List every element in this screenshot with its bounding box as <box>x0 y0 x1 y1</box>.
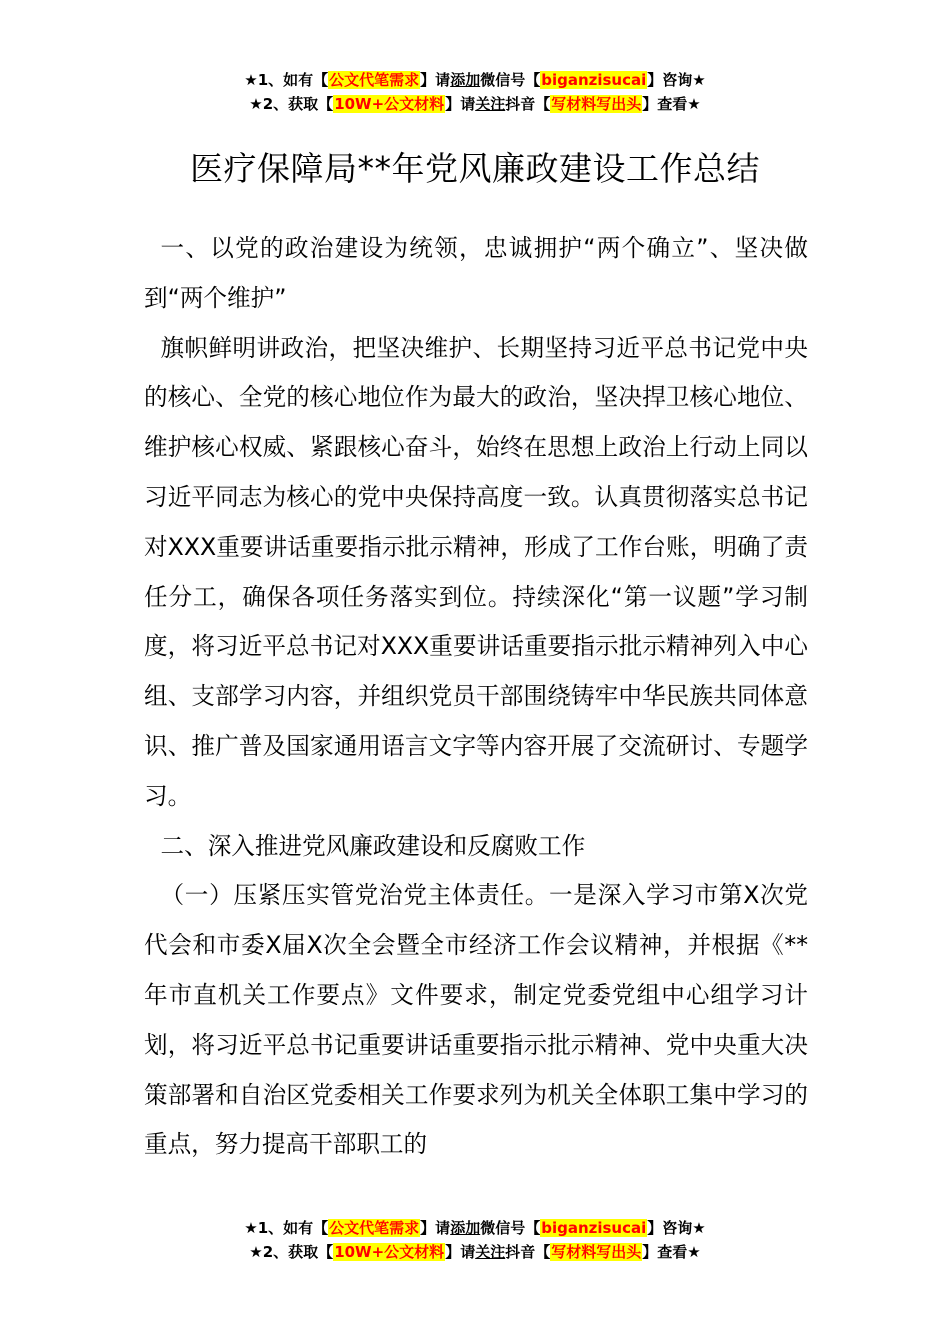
document-body <box>144 224 808 1170</box>
promo-line-1-bottom: ★1、如有【公文代笔需求】请添加微信号【biganzisucai】咨询★ <box>244 1219 706 1237</box>
section-heading-2: 二、深入推进党风廉政建设和反腐败工作 <box>160 831 586 860</box>
promo-highlight-materials: 10W+公文材料 <box>334 95 445 113</box>
top-promo-banner <box>0 68 950 116</box>
promo-line-2: ★2、获取【10W+公文材料】请关注抖音【写材料写出头】查看★ <box>249 95 701 113</box>
section-heading-1: 一、以党的政治建设为统领，忠诚拥护“两个确立”、坚决做到“两个维护” <box>144 234 808 312</box>
promo-highlight-materials-bottom: 10W+公文材料 <box>334 1243 445 1261</box>
bottom-promo-banner <box>0 1216 950 1264</box>
promo-highlight-service: 公文代笔需求 <box>329 71 420 89</box>
body-paragraph-2: （一）压紧压实管党治党主体责任。一是深入学习市第X次党代会和市委X届X次全会暨全市经济工作会议精神，并根据《**年市直机关工作要点》文件要求，制定党委党组中心组学习计划，将习近平总书记重要讲话重要指示批示精神、党中央重大决策部署和自治区党委相关工作要求列为机关全体职工集中学习的重点，努力提高干部职工的 <box>144 881 808 1159</box>
document-title: 医疗保障局**年党风廉政建设工作总结 <box>190 149 760 189</box>
promo-highlight-douyin-bottom: 写材料写出头 <box>551 1243 642 1261</box>
promo-highlight-wechat-bottom: biganzisucai <box>541 1219 647 1237</box>
promo-highlight-douyin: 写材料写出头 <box>551 95 642 113</box>
promo-highlight-wechat: biganzisucai <box>541 71 647 89</box>
body-paragraph-1: 旗帜鲜明讲政治，把坚决维护、长期坚持习近平总书记党中央的核心、全党的核心地位作为最大的政治，坚决捍卫核心地位、维护核心权威、紧跟核心奋斗，始终在思想上政治上行动上同以习近平同志为核心的党中央保持高度一致。认真贯彻落实总书记对XXX重要讲话重要指示批示精神，形成了工作台账，明确了责任分工，确保各项任务落实到位。持续深化“第一议题”学习制度，将习近平总书记对XXX重要讲话重要指示批示精神列入中心组、支部学习内容，并组织党员干部围绕铸牢中华民族共同体意识、推广普及国家通用语言文字等内容开展了交流研讨、专题学习。 <box>144 333 808 810</box>
promo-line-2-bottom: ★2、获取【10W+公文材料】请关注抖音【写材料写出头】查看★ <box>249 1243 701 1261</box>
promo-line-1: ★1、如有【公文代笔需求】请添加微信号【biganzisucai】咨询★ <box>244 71 706 89</box>
promo-highlight-service-bottom: 公文代笔需求 <box>329 1219 420 1237</box>
